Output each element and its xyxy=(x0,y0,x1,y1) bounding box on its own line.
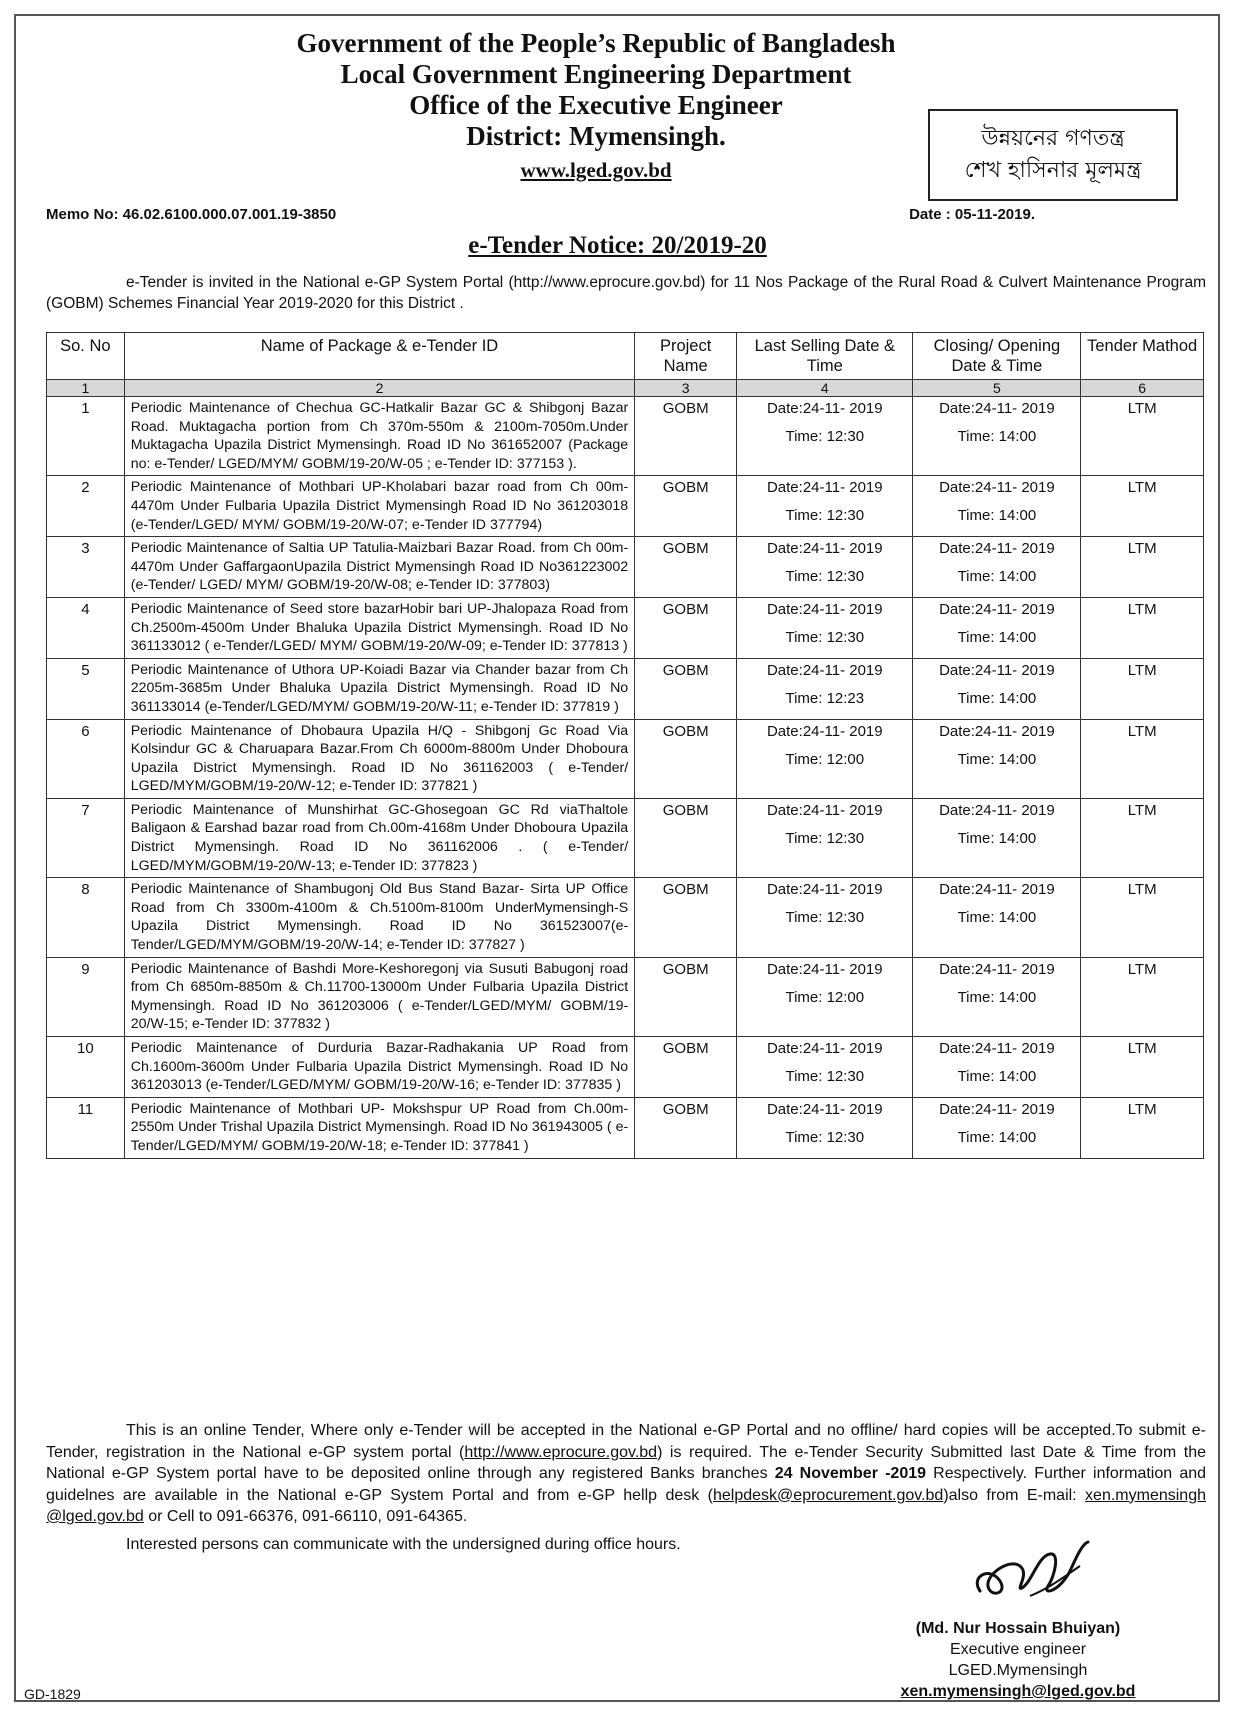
slogan-line-1: উন্নয়নের গণতন্ত্র xyxy=(981,126,1125,151)
project-name: GOBM xyxy=(635,658,737,719)
office-name: Office of the Executive Engineer xyxy=(409,90,783,120)
col-header-no: So. No xyxy=(47,333,125,380)
signer-title: Executive engineer xyxy=(949,1641,1087,1658)
selling-time: Time: 12:00 xyxy=(785,988,865,1006)
last-selling-cell xyxy=(737,1097,913,1158)
col-header-method: Tender Mathod xyxy=(1081,333,1204,380)
selling-time: Time: 12:30 xyxy=(785,1128,865,1146)
selling-time: Time: 12:23 xyxy=(785,689,865,707)
terms-paragraph xyxy=(46,1420,1206,1528)
signature-block xyxy=(868,1618,1168,1702)
serial-number: 1 xyxy=(47,397,125,476)
notice-title: e-Tender Notice: 20/2019-20 xyxy=(468,232,767,259)
tender-method: LTM xyxy=(1081,658,1204,719)
package-description: Periodic Maintenance of Saltia UP Tatulia-Maizbari Bazar Road. from Ch 00m-4470m Under GaffargaonUpazila District Mymensingh Road ID No361223002 (e-Tender/ LGED/ MYM/ GOBM/19-20/W-08; e-Tender ID: 377803) xyxy=(124,537,634,598)
closing-cell xyxy=(913,658,1081,719)
last-selling-cell xyxy=(737,1037,913,1098)
intro-paragraph: e-Tender is invited in the National e-GP System Portal (http://www.eprocure.gov.bd) for 11 Nos Package of the Rural Road & Culvert Maintenance Program (GOBM) Schemes Financial Year 2019-2020 for this District . xyxy=(46,274,1206,312)
closing-time: Time: 14:00 xyxy=(957,689,1037,707)
selling-time: Time: 12:30 xyxy=(785,428,865,445)
tender-method: LTM xyxy=(1081,476,1204,537)
signer-name: (Md. Nur Hossain Bhuiyan) xyxy=(915,1620,1121,1637)
closing-time: Time: 14:00 xyxy=(957,829,1037,847)
column-index-row xyxy=(47,380,1204,397)
selling-date: Date:24-11- 2019 xyxy=(766,479,883,497)
tender-table xyxy=(46,332,1204,1159)
last-selling-cell xyxy=(737,476,913,537)
closing-date: Date:24-11- 2019 xyxy=(939,960,1055,978)
closing-time: Time: 14:00 xyxy=(957,1068,1037,1085)
terms-text: or Cell to 091-66376, 091-66110, 091-64365. xyxy=(143,1508,468,1525)
serial-number: 7 xyxy=(47,798,125,877)
tender-method: LTM xyxy=(1081,397,1204,476)
project-name: GOBM xyxy=(635,798,737,877)
table-header-row xyxy=(47,333,1204,380)
last-selling-cell xyxy=(737,397,913,476)
package-description: Periodic Maintenance of Mothbari UP- Mokshspur UP Road from Ch.00m-2550m Under Trishal Upazila District Mymensingh. Road ID No 361943005 ( e-Tender/LGED/MYM/ GOBM/19-20/W-18; e-Tender ID: 377841 ) xyxy=(124,1097,634,1158)
last-selling-cell xyxy=(737,658,913,719)
table-row xyxy=(47,957,1204,1036)
tender-method: LTM xyxy=(1081,798,1204,877)
website-link[interactable]: www.lged.gov.bd xyxy=(520,158,672,182)
closing-cell xyxy=(913,476,1081,537)
selling-date: Date:24-11- 2019 xyxy=(766,1040,883,1057)
table-row xyxy=(47,719,1204,798)
terms-text: ) is required. The e-Tender Security Submitted last Date & Time from the National e-GP System portal have to be deposited online through any registered Banks branches xyxy=(46,1443,1207,1482)
district-name: District: Mymensingh. xyxy=(466,121,726,151)
deadline-date: 24 November -2019 xyxy=(774,1465,927,1482)
contact-note: Interested persons can communicate with the undersigned during office hours. xyxy=(126,1536,681,1553)
table-row xyxy=(47,1037,1204,1098)
closing-date: Date:24-11- 2019 xyxy=(939,600,1055,618)
tender-method: LTM xyxy=(1081,597,1204,658)
government-name: Government of the People’s Republic of Bangladesh xyxy=(296,28,896,58)
closing-date: Date:24-11- 2019 xyxy=(939,722,1055,740)
column-index: 2 xyxy=(124,380,634,397)
closing-time: Time: 14:00 xyxy=(957,750,1037,768)
selling-date: Date:24-11- 2019 xyxy=(766,400,883,417)
selling-time: Time: 12:30 xyxy=(785,507,865,525)
selling-date: Date:24-11- 2019 xyxy=(766,722,883,740)
serial-number: 8 xyxy=(47,878,125,957)
selling-time: Time: 12:30 xyxy=(785,909,865,927)
memo-number: Memo No: 46.02.6100.000.07.001.19-3850 xyxy=(46,206,337,223)
signature-image xyxy=(960,1536,1110,1606)
tender-method: LTM xyxy=(1081,957,1204,1036)
last-selling-cell xyxy=(737,798,913,877)
project-name: GOBM xyxy=(635,1037,737,1098)
closing-cell xyxy=(913,957,1081,1036)
notice-date: Date : 05-11-2019. xyxy=(909,206,1035,223)
terms-text: This is an online Tender, Where only e-Tender will be accepted in the National e-GP Portal and no offline/ hard copies will be accepted.To submit e-Tender, registration in the National e-GP system portal ( xyxy=(46,1422,1206,1461)
table-row xyxy=(47,658,1204,719)
closing-date: Date:24-11- 2019 xyxy=(939,540,1055,558)
closing-time: Time: 14:00 xyxy=(957,568,1037,586)
selling-date: Date:24-11- 2019 xyxy=(766,960,883,978)
package-description: Periodic Maintenance of Chechua GC-Hatkalir Bazar GC & Shibgonj Bazar Road. Muktagacha portion from Ch 370m-550m & 2100m-7050m.Under Muktagacha Upazila District Mymensingh. Road ID No 361652007 (Package no: e-Tender/ LGED/MYM/ GOBM/19-20/W-05 ; e-Tender ID: 377153 ). xyxy=(124,397,634,476)
tender-method: LTM xyxy=(1081,1037,1204,1098)
col-header-project: Project Name xyxy=(635,333,737,380)
last-selling-cell xyxy=(737,719,913,798)
closing-time: Time: 14:00 xyxy=(957,988,1037,1006)
column-index: 1 xyxy=(47,380,125,397)
helpdesk-email-link[interactable]: helpdesk@eprocurement.gov.bd xyxy=(713,1486,944,1504)
project-name: GOBM xyxy=(635,957,737,1036)
closing-date: Date:24-11- 2019 xyxy=(939,881,1055,899)
tender-method: LTM xyxy=(1081,537,1204,598)
selling-date: Date:24-11- 2019 xyxy=(766,1100,883,1118)
closing-time: Time: 14:00 xyxy=(957,428,1037,445)
closing-date: Date:24-11- 2019 xyxy=(939,801,1055,819)
slogan-line-2: শেখ হাসিনার মূলমন্ত্র xyxy=(964,158,1142,183)
slogan-box xyxy=(928,109,1178,201)
closing-time: Time: 14:00 xyxy=(957,507,1037,525)
selling-date: Date:24-11- 2019 xyxy=(766,881,883,899)
closing-time: Time: 14:00 xyxy=(957,628,1037,646)
closing-cell xyxy=(913,537,1081,598)
closing-cell xyxy=(913,878,1081,957)
project-name: GOBM xyxy=(635,1097,737,1158)
department-name: Local Government Engineering Department xyxy=(340,59,852,89)
closing-cell xyxy=(913,597,1081,658)
package-description: Periodic Maintenance of Munshirhat GC-Ghosegoan GC Rd viaThaltole Baligaon & Earshad bazar road from Ch.00m-4168m Under Dhoboura Upazila District Mymensingh. Road ID No 361162006 . ( e-Tender/ LGED/MYM/GOBM/19-20/W-13; e-Tender ID: 377823 ) xyxy=(124,798,634,877)
table-row xyxy=(47,397,1204,476)
last-selling-cell xyxy=(737,957,913,1036)
package-description: Periodic Maintenance of Shambugonj Old Bus Stand Bazar- Sirta UP Office Road from Ch 3300m-4100m & Ch.5100m-8100m UnderMymensingh-S Upazila District Mymensingh. Road ID No 361523007(e-Tender/LGED/MYM/GOBM/19-20/W-14; e-Tender ID: 377827 ) xyxy=(124,878,634,957)
footer-code: GD-1829 xyxy=(24,1686,81,1702)
selling-time: Time: 12:30 xyxy=(785,1068,865,1085)
table-row xyxy=(47,537,1204,598)
last-selling-cell xyxy=(737,537,913,598)
signer-email-link[interactable]: xen.mymensingh@lged.gov.bd xyxy=(900,1683,1136,1700)
selling-date: Date:24-11- 2019 xyxy=(766,661,883,679)
closing-cell xyxy=(913,719,1081,798)
closing-date: Date:24-11- 2019 xyxy=(939,1040,1055,1057)
project-name: GOBM xyxy=(635,597,737,658)
closing-date: Date:24-11- 2019 xyxy=(939,400,1055,417)
column-index: 4 xyxy=(737,380,913,397)
table-row xyxy=(47,476,1204,537)
column-index: 3 xyxy=(635,380,737,397)
tender-method: LTM xyxy=(1081,1097,1204,1158)
terms-text: Respectively. Further information and guidelnes are available in the National e-GP System Portal and from e-GP hellp desk ( xyxy=(46,1465,1207,1504)
project-name: GOBM xyxy=(635,476,737,537)
last-selling-cell xyxy=(737,878,913,957)
serial-number: 6 xyxy=(47,719,125,798)
closing-date: Date:24-11- 2019 xyxy=(939,661,1055,679)
col-header-selling: Last Selling Date & Time xyxy=(737,333,913,380)
project-name: GOBM xyxy=(635,537,737,598)
closing-cell xyxy=(913,397,1081,476)
closing-cell xyxy=(913,1097,1081,1158)
last-selling-cell xyxy=(737,597,913,658)
serial-number: 9 xyxy=(47,957,125,1036)
table-row xyxy=(47,597,1204,658)
signer-office: LGED.Mymensingh xyxy=(948,1662,1088,1679)
project-name: GOBM xyxy=(635,397,737,476)
package-description: Periodic Maintenance of Bashdi More-Keshoregonj via Susuti Babugonj road from Ch 6850m-8850m & Ch.11700-13000m Under Fulbaria Upazila District Mymensingh. Road ID No 361203006 ( e-Tender/LGED/MYM/ GOBM/19-20/W-15; e-Tender ID: 377832 ) xyxy=(124,957,634,1036)
contact-email-link[interactable]: xen.mymensingh @lged.gov.bd xyxy=(46,1486,1206,1525)
terms-text: )also from E-mail: xyxy=(943,1486,1086,1504)
serial-number: 11 xyxy=(47,1097,125,1158)
tender-method: LTM xyxy=(1081,719,1204,798)
col-header-closing: Closing/ Opening Date & Time xyxy=(913,333,1081,380)
closing-date: Date:24-11- 2019 xyxy=(939,1100,1055,1118)
serial-number: 2 xyxy=(47,476,125,537)
selling-time: Time: 12:30 xyxy=(785,628,865,646)
selling-time: Time: 12:30 xyxy=(785,829,865,847)
closing-time: Time: 14:00 xyxy=(957,909,1037,927)
table-row xyxy=(47,878,1204,957)
selling-date: Date:24-11- 2019 xyxy=(766,600,883,618)
package-description: Periodic Maintenance of Mothbari UP-Kholabari bazar road from Ch 00m-4470m Under Fulbaria Upazila District Mymensingh Road ID No 361203018 (e-Tender/LGED/ MYM/ GOBM/19-20/W-07; e-Tender ID 377794) xyxy=(124,476,634,537)
selling-time: Time: 12:00 xyxy=(785,750,865,768)
project-name: GOBM xyxy=(635,878,737,957)
selling-date: Date:24-11- 2019 xyxy=(766,801,883,819)
package-description: Periodic Maintenance of Dhobaura Upazila H/Q - Shibgonj Gc Road Via Kolsindur GC & Charuapara Bazar.From Ch 6000m-8800m Under Dhoboura Upazila District Mymensingh. Road ID No 361162003 ( e-Tender/ LGED/MYM/GOBM/19-20/W-12; e-Tender ID: 377821 ) xyxy=(124,719,634,798)
col-header-package: Name of Package & e-Tender ID xyxy=(124,333,634,380)
package-description: Periodic Maintenance of Uthora UP-Koiadi Bazar via Chander bazar from Ch 2205m-3685m Under Bhaluka Upazila District Mymensingh. Road ID No 361133014 (e-Tender/LGED/MYM/ GOBM/19-20/W-11; e-Tender ID: 377819 ) xyxy=(124,658,634,719)
closing-cell xyxy=(913,1037,1081,1098)
eprocure-link[interactable]: http://www.eprocure.gov.bd xyxy=(464,1443,658,1461)
package-description: Periodic Maintenance of Durduria Bazar-Radhakania UP Road from Ch.1600m-3600m Under Fulbaria Upazila District Mymensingh. Road ID No 361203013 (e-Tender/LGED/MYM/ GOBM/19-20/W-16; e-Tender ID: 377835 ) xyxy=(124,1037,634,1098)
closing-date: Date:24-11- 2019 xyxy=(939,479,1055,497)
selling-date: Date:24-11- 2019 xyxy=(766,540,883,558)
closing-time: Time: 14:00 xyxy=(957,1128,1037,1146)
closing-cell xyxy=(913,798,1081,877)
serial-number: 5 xyxy=(47,658,125,719)
serial-number: 3 xyxy=(47,537,125,598)
serial-number: 4 xyxy=(47,597,125,658)
serial-number: 10 xyxy=(47,1037,125,1098)
selling-time: Time: 12:30 xyxy=(785,568,865,586)
tender-table-body xyxy=(47,397,1204,1159)
tender-method: LTM xyxy=(1081,878,1204,957)
project-name: GOBM xyxy=(635,719,737,798)
column-index: 6 xyxy=(1081,380,1204,397)
column-index: 5 xyxy=(913,380,1081,397)
package-description: Periodic Maintenance of Seed store bazarHobir bari UP-Jhalopaza Road from Ch.2500m-4500m Under Bhaluka Upazila District Mymensingh. Road ID No 361133012 ( e-Tender/LGED/ MYM/ GOBM/19-20/W-09; e-Tender ID: 377813 ) xyxy=(124,597,634,658)
table-row xyxy=(47,1097,1204,1158)
table-row xyxy=(47,798,1204,877)
